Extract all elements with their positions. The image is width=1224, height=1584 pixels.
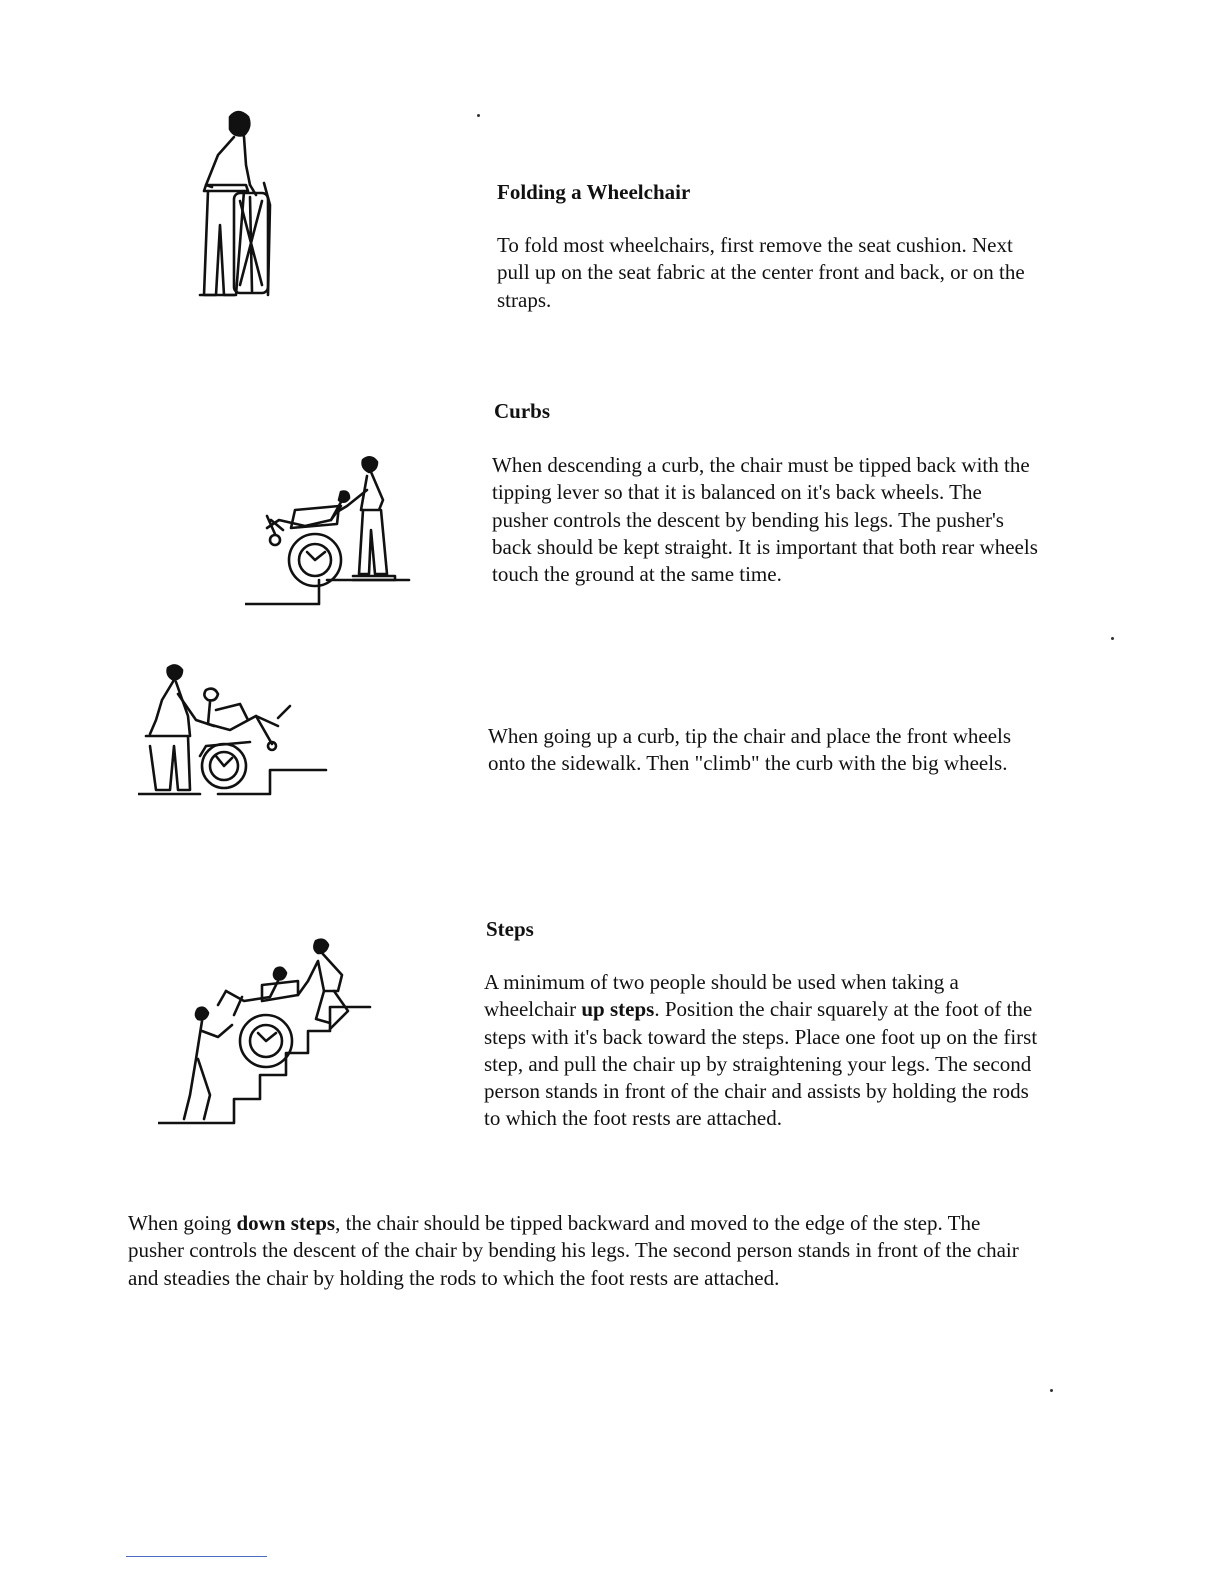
scan-speck <box>1111 637 1114 640</box>
steps-up-rest: . Position the chair squarely at the foot of the steps with it's back toward the steps. Place one foot up on the first step, and pull the chair up by straightening your legs. The second person stands in front of the chair and assists by holding the rods to which the foot rests are attached. <box>484 997 1038 1131</box>
steps-down-rest: , the chair should be tipped backward and moved to the edge of the step. The pusher controls the descent of the chair by bending his legs. The second person stands in front of the chair and steadies the chair by holding the rods to which the foot rests are attached. <box>128 1211 1019 1290</box>
scan-speck <box>477 114 480 117</box>
footnote-rule <box>126 1556 267 1557</box>
steps-down-bold: down steps <box>236 1211 336 1235</box>
curbs-ascending-body: When going up a curb, tip the chair and place the front wheels onto the sidewalk. Then "climb" the curb with the big wheels. <box>488 724 1012 776</box>
wheelchair-ascending-curb-illustration <box>138 660 338 805</box>
steps-heading: Steps <box>486 917 534 941</box>
steps-up-bold: up steps <box>581 997 655 1022</box>
wheelchair-up-steps-illustration <box>158 935 378 1130</box>
curbs-heading: Curbs <box>494 399 551 423</box>
folding-heading: Folding a Wheelchair <box>497 180 691 204</box>
steps-up-lead: A minimum of two people should be used when taking a wheelchair <box>484 970 959 1022</box>
steps-down-body <box>128 1210 1028 1292</box>
person-folding-wheelchair-illustration <box>190 105 290 305</box>
wheelchair-descending-curb-illustration <box>245 450 415 610</box>
curbs-descending-body: When descending a curb, the chair must be tipped back with the tipping lever so that it is balanced on it's back wheels. The pusher controls the descent by bending his legs. The pusher's back should be kept straight. It is important that both rear wheels touch the ground at the same time. <box>492 453 1038 587</box>
scan-speck <box>1050 1389 1053 1392</box>
steps-down-lead: When going <box>128 1211 232 1235</box>
steps-up-body <box>484 969 1044 1133</box>
folding-body: To fold most wheelchairs, first remove the seat cushion. Next pull up on the seat fabric at the center front and back, or on the straps. <box>497 233 1025 312</box>
